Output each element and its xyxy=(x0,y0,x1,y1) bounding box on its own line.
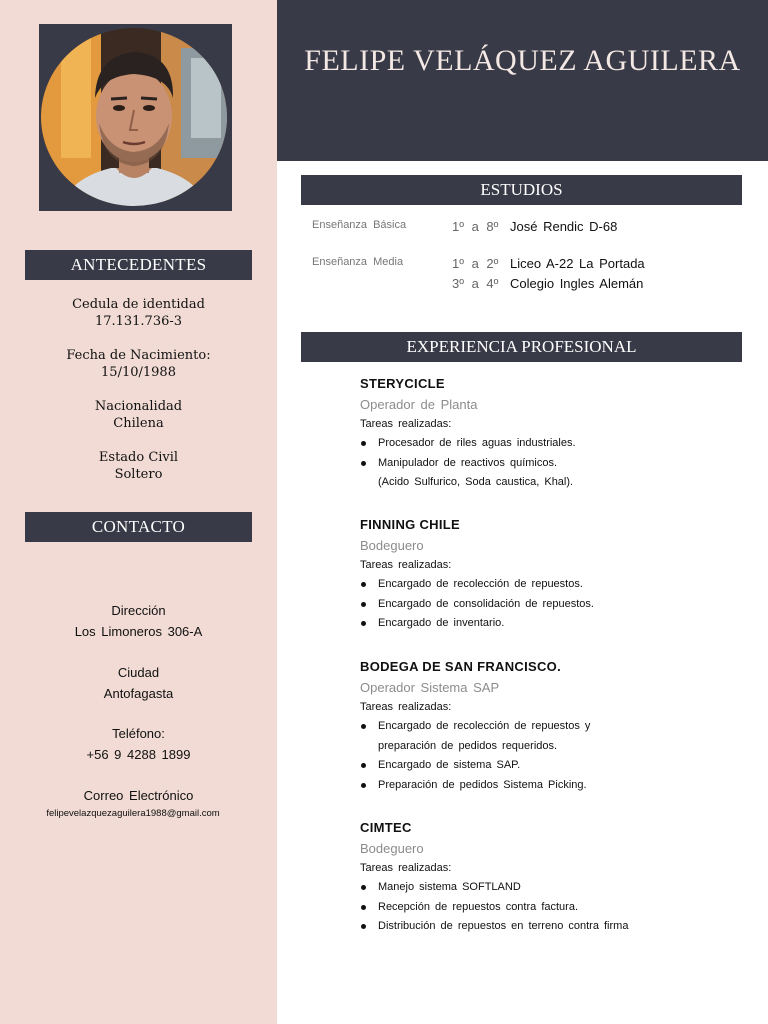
antecedente-label: Estado Civil xyxy=(98,450,179,465)
job-company: CIMTEC xyxy=(360,820,412,835)
job-entry xyxy=(360,374,740,493)
contacto-label: Teléfono: xyxy=(112,726,165,741)
job-task-list xyxy=(360,575,740,634)
antecedente-value: Chilena xyxy=(113,416,164,431)
contacto-telefono xyxy=(0,723,277,765)
job-role: Bodeguero xyxy=(360,538,424,553)
antecedente-label: Cedula de identidad xyxy=(72,297,205,312)
contacto-ciudad xyxy=(0,662,277,704)
antecedente-value: 15/10/1988 xyxy=(101,365,176,380)
antecedente-value: Soltero xyxy=(114,467,163,482)
job-task: Preparación de pedidos Sistema Picking. xyxy=(360,776,740,796)
antecedentes-heading: ANTECEDENTES xyxy=(25,250,252,280)
estudio-school: José Rendic D-68 xyxy=(510,219,618,234)
experiencia-heading: EXPERIENCIA PROFESIONAL xyxy=(301,332,742,362)
contacto-heading: CONTACTO xyxy=(25,512,252,542)
estudio-school: Liceo A-22 La Portada xyxy=(510,256,645,271)
job-task-list xyxy=(360,434,740,493)
job-entry xyxy=(360,657,740,795)
job-company: BODEGA DE SAN FRANCISCO. xyxy=(360,659,562,674)
contacto-value: Los Limoneros 306-A xyxy=(74,624,203,639)
job-task: Encargado de consolidación de repuestos. xyxy=(360,595,740,615)
estudio-level: Enseñanza Media xyxy=(312,256,404,268)
antecedente-fecha-nacimiento xyxy=(0,347,277,381)
contacto-value: Antofagasta xyxy=(103,686,174,701)
job-company: FINNING CHILE xyxy=(360,517,460,532)
job-task: Encargado de recolección de repuestos. xyxy=(360,575,740,595)
antecedente-cedula xyxy=(0,296,277,330)
job-task: Manejo sistema SOFTLAND xyxy=(360,878,740,898)
antecedente-label: Fecha de Nacimiento: xyxy=(66,348,211,363)
profile-photo xyxy=(41,28,227,206)
full-name: FELIPE VELÁQUEZ AGUILERA xyxy=(304,44,741,77)
job-task-continuation: preparación de pedidos requeridos. xyxy=(378,739,558,752)
job-task-list xyxy=(360,878,740,937)
estudio-level: Enseñanza Básica xyxy=(312,219,407,231)
antecedente-estado-civil xyxy=(0,449,277,483)
job-task: Manipulador de reactivos químicos. xyxy=(360,454,740,474)
job-task-list xyxy=(360,717,740,795)
contacto-label: Dirección xyxy=(111,603,166,618)
job-entry xyxy=(360,818,740,937)
contacto-correo-label: Correo Electrónico xyxy=(83,788,194,803)
name-header xyxy=(277,0,768,161)
job-task: Recepción de repuestos contra factura. xyxy=(360,898,740,918)
contacto-correo-value[interactable]: felipevelazquezaguilera1988@gmail.com xyxy=(46,808,220,819)
job-company: STERYCICLE xyxy=(360,376,445,391)
profile-photo-frame xyxy=(39,24,232,211)
contacto-direccion xyxy=(0,600,277,642)
estudio-school: Colegio Ingles Alemán xyxy=(510,276,644,291)
contacto-value: +56 9 4288 1899 xyxy=(86,747,191,762)
job-task: Encargado de sistema SAP. xyxy=(360,756,740,776)
estudio-years: 1º a 2º xyxy=(452,256,499,271)
contacto-label: Ciudad xyxy=(117,665,160,680)
antecedente-label: Nacionalidad xyxy=(94,399,183,414)
job-tasks-label: Tareas realizadas: xyxy=(360,559,452,571)
sidebar xyxy=(0,0,277,1024)
job-task: Encargado de recolección de repuestos y xyxy=(360,717,740,737)
job-entry xyxy=(360,515,740,634)
job-tasks-label: Tareas realizadas: xyxy=(360,418,452,430)
job-task: Distribución de repuestos en terreno contra firma xyxy=(360,917,740,937)
antecedente-value: 17.131.736-3 xyxy=(94,314,183,329)
job-tasks-label: Tareas realizadas: xyxy=(360,862,452,874)
estudio-years: 1º a 8º xyxy=(452,219,499,234)
estudios-heading: ESTUDIOS xyxy=(301,175,742,205)
job-role: Bodeguero xyxy=(360,841,424,856)
job-role: Operador Sistema SAP xyxy=(360,680,500,695)
job-task: Encargado de inventario. xyxy=(360,614,740,634)
antecedente-nacionalidad xyxy=(0,398,277,432)
job-task: Procesador de riles aguas industriales. xyxy=(360,434,740,454)
job-role: Operador de Planta xyxy=(360,397,478,412)
job-task-continuation: (Acido Sulfurico, Soda caustica, Khal). xyxy=(378,476,574,488)
job-tasks-label: Tareas realizadas: xyxy=(360,701,452,713)
estudio-years: 3º a 4º xyxy=(452,276,499,291)
